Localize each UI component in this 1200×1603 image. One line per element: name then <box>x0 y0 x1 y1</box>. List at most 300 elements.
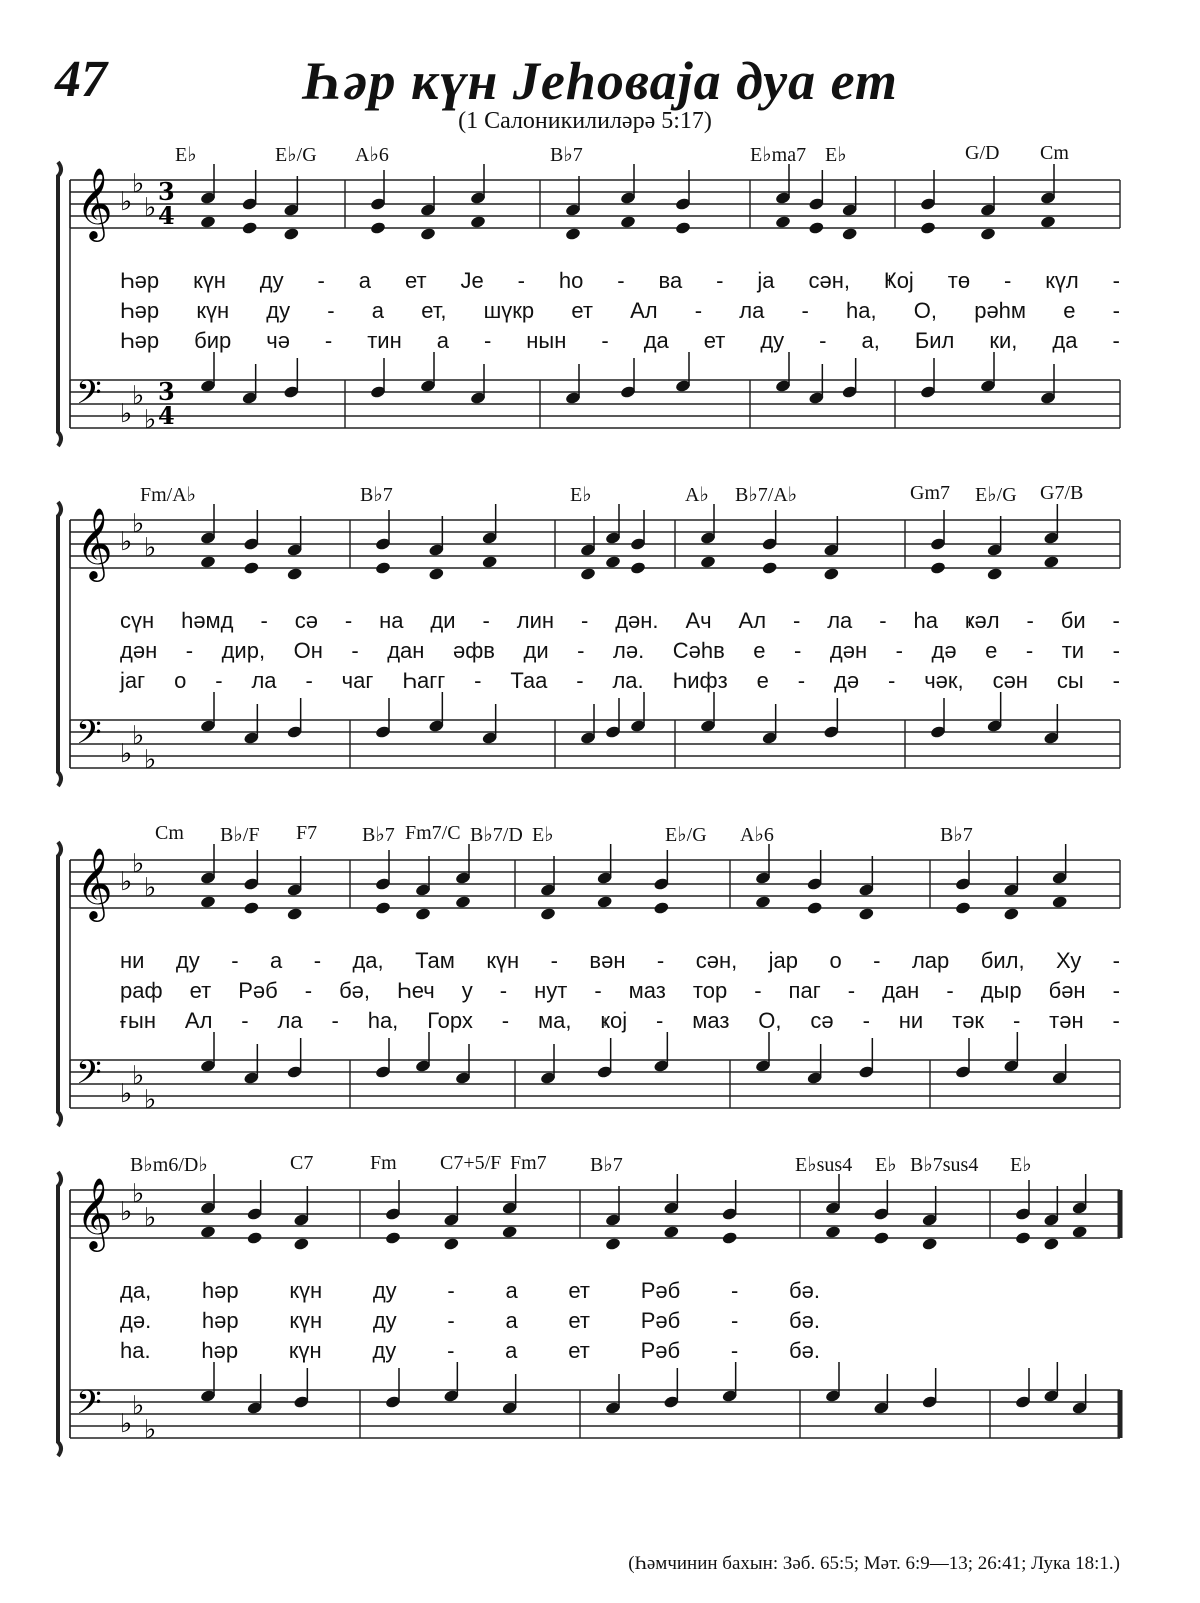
lyric-syllable: дән <box>120 638 158 663</box>
lyric-syllable: сүн <box>120 608 155 633</box>
lyric-syllable: паг <box>788 978 821 1003</box>
lyric-syllable: тәк <box>952 1008 985 1033</box>
lyric-syllable: ет <box>189 978 212 1003</box>
lyric-syllable: лин <box>516 608 555 633</box>
lyric-syllable: ҝәл <box>964 608 1000 633</box>
lyric-syllable: дан <box>387 638 425 663</box>
lyric-syllable: - <box>447 1338 455 1363</box>
lyric-syllable: е <box>1063 298 1076 323</box>
lyric-syllable: ду <box>372 1278 397 1303</box>
lyric-syllable: маз <box>692 1008 730 1033</box>
lyric-syllable: лар <box>911 948 950 973</box>
lyric-syllable: ла. <box>612 668 644 693</box>
lyric-syllable: һа. <box>120 1338 151 1363</box>
lyric-syllable: күн <box>193 268 226 293</box>
note-head <box>1015 1231 1032 1245</box>
chord-symbol: C7 <box>290 1152 314 1174</box>
lyric-syllable: Рәб <box>640 1308 681 1333</box>
bass-clef-icon: 𝄢 <box>76 1054 102 1100</box>
chord-symbol: B♭7/A♭ <box>735 484 798 506</box>
lyric-syllable: Рәб <box>640 1338 681 1363</box>
lyric-syllable: - <box>730 1278 739 1303</box>
lyric-syllable: - <box>655 1008 664 1033</box>
lyric-syllable: у <box>461 978 473 1003</box>
lyric-syllable: Је <box>460 268 484 293</box>
lyric-syllable: - <box>447 1308 455 1333</box>
lyric-syllable: Ач <box>685 608 712 633</box>
lyric-syllable: - <box>754 978 762 1003</box>
chord-symbol: E♭ <box>875 1154 897 1176</box>
lyric-syllable: ет <box>571 298 593 323</box>
lyric-syllable: да <box>1052 328 1078 353</box>
lyric-syllable: - <box>215 668 223 693</box>
lyric-syllable: - <box>873 948 881 973</box>
time-signature-top: 3 <box>158 177 175 206</box>
chord-symbol: Fm7/C <box>405 822 461 844</box>
lyric-syllable: бә, <box>339 978 371 1003</box>
lyric-verse-1 <box>120 1278 820 1308</box>
flat-icon: ♭ <box>132 1391 145 1421</box>
lyric-syllable: күн <box>289 1278 323 1303</box>
lyric-syllable: ла <box>827 608 853 633</box>
lyric-syllable: - <box>331 1008 339 1033</box>
lyric-syllable: чәк, <box>924 668 964 693</box>
lyric-syllable: сән, <box>695 948 738 973</box>
note-head <box>200 1225 217 1239</box>
lyric-syllable: бә. <box>789 1308 820 1333</box>
lyric-syllable: - <box>327 298 335 323</box>
lyric-syllable: а <box>505 1278 518 1303</box>
lyric-syllable: - <box>1112 978 1120 1003</box>
lyric-syllable: - <box>260 608 268 633</box>
chord-symbol: B♭/F <box>220 824 260 846</box>
lyric-syllable: Һәр <box>120 268 160 293</box>
time-signature-bottom: 4 <box>158 201 175 230</box>
lyric-syllable: - <box>895 638 903 663</box>
lyric-syllable: - <box>1112 608 1120 633</box>
lyric-syllable: ғын <box>120 1008 156 1033</box>
lyric-syllable: - <box>1112 1008 1120 1033</box>
note-head <box>1043 1237 1060 1251</box>
chord-symbol: A♭6 <box>740 824 774 846</box>
chord-symbol: G/D <box>965 142 1000 164</box>
lyric-syllable: дир, <box>221 638 266 663</box>
lyric-syllable: бил, <box>980 948 1025 973</box>
lyric-syllable: е <box>985 638 998 663</box>
lyric-syllable: сән, <box>808 268 850 293</box>
lyric-syllable: а <box>436 328 449 353</box>
lyric-syllable: лә. <box>613 638 645 663</box>
flat-icon: ♭ <box>132 1179 145 1209</box>
lyric-syllable: - <box>1112 328 1120 353</box>
lyric-syllable: ет <box>568 1278 591 1303</box>
lyric-syllable: - <box>801 298 809 323</box>
lyric-syllable: ду <box>259 268 284 293</box>
lyric-syllable: ет <box>404 268 427 293</box>
lyric-syllable: - <box>1026 608 1034 633</box>
lyric-syllable: - <box>313 948 322 973</box>
lyric-syllable: - <box>694 298 703 323</box>
lyric-syllable: һәр <box>201 1308 239 1333</box>
chord-symbol: B♭m6/D♭ <box>130 1154 208 1176</box>
flat-icon: ♭ <box>120 527 133 557</box>
lyric-syllable: Сәһв <box>672 638 725 663</box>
lyric-syllable: әфв <box>452 638 495 663</box>
flat-icon: ♭ <box>120 867 133 897</box>
lyric-syllable: бә. <box>788 1338 820 1363</box>
lyric-syllable: - <box>1112 298 1120 323</box>
lyric-syllable: ки, <box>989 328 1018 353</box>
lyric-syllable: би <box>1060 608 1086 633</box>
lyric-syllable: - <box>577 638 585 663</box>
lyric-syllable: Һифз <box>672 668 728 693</box>
lyric-syllable: бир <box>194 328 232 353</box>
lyric-syllable: һа, <box>367 1008 399 1033</box>
lyric-syllable: Рәб <box>640 1278 681 1303</box>
note-head <box>663 1225 680 1239</box>
lyric-syllable: ҝој <box>600 1008 628 1033</box>
lyric-syllable: - <box>1112 948 1120 973</box>
lyric-syllable: - <box>317 268 325 293</box>
lyric-syllable: бән <box>1048 978 1086 1003</box>
lyric-syllable: Ал <box>184 1008 213 1033</box>
lyric-syllable: - <box>1112 668 1120 693</box>
lyric-syllable: ва <box>658 268 683 293</box>
lyric-syllable: ти <box>1061 638 1085 663</box>
lyric-syllable: вән <box>589 948 626 973</box>
lyric-syllable: ет, <box>421 298 447 323</box>
hymn-subtitle: (1 Салоникилиләрә 5:17) <box>458 108 712 134</box>
chord-symbol: E♭ <box>1010 1154 1032 1176</box>
note-head <box>1071 1225 1088 1239</box>
lyric-syllable: - <box>517 268 525 293</box>
lyric-syllable: тө <box>947 268 971 293</box>
lyric-verse-3 <box>120 1338 820 1368</box>
lyric-syllable: һәр <box>201 1338 239 1363</box>
lyric-syllable: маз <box>628 978 666 1003</box>
chord-symbol: G7/B <box>1040 482 1084 504</box>
lyric-syllable: - <box>576 668 584 693</box>
lyric-syllable: Там <box>415 948 455 973</box>
lyric-syllable: - <box>1112 268 1120 293</box>
lyric-syllable: Бил <box>914 328 955 353</box>
lyric-syllable: сы <box>1056 668 1084 693</box>
lyric-syllable: - <box>794 638 802 663</box>
flat-icon: ♭ <box>132 849 145 879</box>
lyric-syllable: а <box>505 1338 518 1363</box>
chord-symbol: Fm/A♭ <box>140 484 197 506</box>
lyric-syllable: - <box>474 668 482 693</box>
lyric-syllable: - <box>550 948 558 973</box>
lyric-syllable: тин <box>367 328 402 353</box>
flat-icon: ♭ <box>120 187 133 217</box>
lyric-syllable: тор <box>692 978 728 1003</box>
flat-icon: ♭ <box>144 1085 157 1115</box>
flat-icon: ♭ <box>132 509 145 539</box>
lyric-syllable: ет <box>568 1338 590 1363</box>
lyric-syllable: О, <box>913 298 938 323</box>
lyric-syllable: һәр <box>201 1278 239 1303</box>
lyric-syllable: Он <box>293 638 323 663</box>
lyric-syllable: һәмд <box>181 608 234 633</box>
lyric-syllable: Ху <box>1056 948 1082 973</box>
lyric-syllable: чаг <box>341 668 374 693</box>
chord-symbol: E♭ <box>175 144 197 166</box>
flat-icon: ♭ <box>120 739 133 769</box>
lyric-syllable: - <box>1025 638 1034 663</box>
chord-symbol: B♭7/D <box>470 824 523 846</box>
lyric-syllable: ма, <box>537 1008 572 1033</box>
bass-clef-icon: 𝄢 <box>76 714 102 760</box>
note-head <box>921 1237 938 1251</box>
lyric-syllable: ду <box>760 328 785 353</box>
lyric-syllable: е <box>756 668 769 693</box>
lyric-syllable: дә <box>931 638 957 663</box>
note-head <box>605 1237 622 1251</box>
lyric-syllable: бә. <box>789 1278 820 1303</box>
lyric-syllable: - <box>580 608 589 633</box>
chord-symbol: E♭ma7 <box>750 144 807 166</box>
chord-symbol: B♭7 <box>362 824 395 846</box>
lyric-syllable: ет <box>703 328 726 353</box>
lyric-syllable: ду <box>175 948 200 973</box>
flat-icon: ♭ <box>120 1197 133 1227</box>
lyric-syllable: Һәр <box>120 298 160 323</box>
chord-symbol: E♭ <box>532 824 554 846</box>
lyric-syllable: ла <box>251 668 277 693</box>
lyric-syllable: дән <box>829 638 868 663</box>
flat-icon: ♭ <box>144 873 157 903</box>
lyric-syllable: да, <box>120 1278 152 1303</box>
lyric-syllable: раф <box>120 978 163 1003</box>
lyric-syllable: - <box>887 668 896 693</box>
lyric-syllable: һо <box>558 268 584 293</box>
chord-symbol: A♭ <box>685 484 709 506</box>
lyric-syllable: ни <box>120 948 145 973</box>
lyric-syllable: ду <box>372 1338 397 1363</box>
lyric-syllable: рәһм <box>974 298 1027 323</box>
flat-icon: ♭ <box>144 1415 157 1445</box>
lyric-syllable: чә <box>266 328 290 353</box>
lyric-syllable: а <box>505 1308 518 1333</box>
lyric-syllable: - <box>344 608 353 633</box>
lyric-syllable: О, <box>758 1008 782 1033</box>
lyric-syllable: дә <box>834 668 860 693</box>
lyric-syllable: - <box>447 1278 455 1303</box>
lyric-syllable: ду <box>266 298 291 323</box>
bass-clef-icon: 𝄢 <box>76 1384 102 1430</box>
lyric-syllable: ни <box>898 1008 924 1033</box>
note-head <box>246 1231 263 1245</box>
flat-icon: ♭ <box>144 533 157 563</box>
treble-clef-icon: 𝄞 <box>76 506 113 579</box>
lyric-syllable: күн <box>289 1308 323 1333</box>
lyric-syllable: - <box>730 1308 739 1333</box>
lyric-syllable: Ҝој <box>883 268 914 293</box>
bass-clef-icon: 𝄢 <box>76 374 102 420</box>
lyric-syllable: нын <box>526 328 567 353</box>
lyric-syllable: һа, <box>846 298 877 323</box>
note-head <box>385 1231 402 1245</box>
lyric-syllable: на <box>379 608 404 633</box>
chord-symbol: B♭7 <box>360 484 393 506</box>
lyric-syllable: - <box>617 268 625 293</box>
chord-symbol: Cm <box>1040 142 1069 164</box>
lyric-syllable: - <box>241 1008 249 1033</box>
chord-symbol: C7+5/F <box>440 1152 502 1174</box>
lyric-syllable: ла <box>277 1008 303 1033</box>
lyric-syllable: - <box>946 978 954 1003</box>
flat-icon: ♭ <box>132 169 145 199</box>
lyric-syllable: - <box>716 268 724 293</box>
chord-symbol: F7 <box>296 822 318 844</box>
lyric-syllable: - <box>185 638 194 663</box>
lyric-syllable: - <box>1003 268 1012 293</box>
lyric-syllable: - <box>305 668 313 693</box>
lyric-syllable: - <box>499 978 508 1003</box>
chord-symbol: Fm7 <box>510 1152 547 1174</box>
lyric-syllable: - <box>862 1008 870 1033</box>
flat-icon: ♭ <box>120 399 133 429</box>
note-head <box>293 1237 310 1251</box>
lyric-syllable: Ал <box>738 608 767 633</box>
lyric-syllable: е <box>753 638 766 663</box>
lyric-syllable: шүкр <box>483 298 535 323</box>
chord-symbol: E♭/G <box>975 484 1017 506</box>
lyric-syllable: а <box>371 298 385 323</box>
lyric-verse-2 <box>120 1308 820 1338</box>
bass-staff <box>70 1384 1120 1445</box>
lyric-syllable: ја <box>757 268 775 293</box>
treble-clef-icon: 𝄞 <box>76 1176 113 1249</box>
chord-symbol: A♭6 <box>355 144 389 166</box>
lyric-syllable: Таа <box>510 668 548 693</box>
lyric-syllable: - <box>847 978 856 1003</box>
lyric-syllable: Ал <box>630 298 658 323</box>
lyric-syllable: - <box>797 668 806 693</box>
note-head <box>825 1225 842 1239</box>
flat-icon: ♭ <box>144 405 157 435</box>
lyric-syllable: - <box>231 948 239 973</box>
lyric-syllable: ду <box>372 1308 397 1333</box>
lyric-syllable: да, <box>352 948 384 973</box>
lyric-syllable: да <box>643 328 669 353</box>
note-head <box>501 1225 518 1239</box>
chord-symbol: B♭7 <box>940 824 973 846</box>
lyric-syllable: - <box>1012 1008 1021 1033</box>
lyric-syllable: о <box>829 948 842 973</box>
chord-symbol: E♭/G <box>275 144 317 166</box>
lyric-syllable: күн <box>486 948 520 973</box>
lyric-syllable: ди <box>430 608 456 633</box>
lyric-syllable: һа <box>913 608 938 633</box>
hymn-title: Һәр күн Јеһоваја дуа ет <box>302 51 898 111</box>
treble-clef-icon: 𝄞 <box>76 846 113 919</box>
time-signature-bottom: 4 <box>158 401 175 430</box>
lyric-syllable: дыр <box>980 978 1022 1003</box>
lyric-syllable: - <box>594 978 602 1003</box>
chord-symbol: Fm <box>370 1152 397 1174</box>
lyric-syllable: тән <box>1049 1008 1084 1033</box>
lyric-syllable: а <box>269 948 283 973</box>
lyric-syllable: јар <box>768 948 799 973</box>
time-signature-top: 3 <box>158 377 175 406</box>
system-bracket <box>58 1172 61 1456</box>
chord-symbol: B♭7 <box>590 1154 623 1176</box>
lyric-syllable: - <box>656 948 665 973</box>
chord-symbol: B♭7 <box>550 144 583 166</box>
note-head <box>443 1237 460 1251</box>
chord-symbol: Gm7 <box>910 482 950 504</box>
lyric-syllable: күн <box>288 1338 322 1363</box>
lyric-syllable: сән <box>992 668 1028 693</box>
flat-icon: ♭ <box>132 1061 145 1091</box>
chord-symbol: E♭ <box>825 144 847 166</box>
lyric-syllable: Һеч <box>397 978 435 1003</box>
lyric-syllable: - <box>819 328 827 353</box>
treble-staff <box>70 1176 1120 1252</box>
lyric-syllable: о <box>174 668 187 693</box>
lyric-syllable: - <box>324 328 333 353</box>
lyric-syllable: - <box>792 608 801 633</box>
lyric-syllable: сә <box>810 1008 834 1033</box>
hymn-number: 47 <box>55 51 107 108</box>
chord-symbol: E♭/G <box>665 824 707 846</box>
flat-icon: ♭ <box>120 1079 133 1109</box>
lyric-syllable: - <box>601 328 609 353</box>
treble-clef-icon: 𝄞 <box>76 166 113 239</box>
lyric-syllable: - <box>501 1008 510 1033</box>
lyric-syllable: - <box>1112 638 1120 663</box>
lyric-syllable: а <box>358 268 372 293</box>
lyric-syllable: дән. <box>615 608 659 633</box>
lyric-syllable: - <box>482 608 490 633</box>
flat-icon: ♭ <box>132 381 145 411</box>
chord-symbol: Cm <box>155 822 184 844</box>
lyric-syllable: - <box>730 1338 739 1363</box>
flat-icon: ♭ <box>144 1203 157 1233</box>
note-head <box>873 1231 890 1245</box>
flat-icon: ♭ <box>144 193 157 223</box>
lyric-syllable: ла <box>739 298 765 323</box>
lyric-syllable: - <box>483 328 492 353</box>
lyric-syllable: Һагг <box>402 668 446 693</box>
note-head <box>721 1231 738 1245</box>
lyric-syllable: а, <box>861 328 880 353</box>
lyric-syllable: күл <box>1045 268 1079 293</box>
lyric-syllable: - <box>304 978 313 1003</box>
lyric-syllable: күн <box>196 298 230 323</box>
lyric-syllable: - <box>879 608 887 633</box>
flat-icon: ♭ <box>120 1409 133 1439</box>
chord-symbol: E♭ <box>570 484 592 506</box>
lyric-syllable: - <box>351 638 359 663</box>
lyric-syllable: дә. <box>120 1308 152 1333</box>
footer-references: (Һәмчинин бахын: Зәб. 65:5; Мәт. 6:9—13; 26:41; Лука 18:1.) <box>628 1553 1120 1574</box>
flat-icon: ♭ <box>132 721 145 751</box>
lyric-syllable: јаг <box>120 668 146 693</box>
lyric-syllable: Рәб <box>238 978 278 1003</box>
lyric-syllable: нут <box>534 978 568 1003</box>
lyric-syllable: ет <box>568 1308 591 1333</box>
lyric-syllable: Горх <box>427 1008 473 1033</box>
chord-symbol: E♭sus4 <box>795 1154 853 1176</box>
chord-symbol: B♭7sus4 <box>910 1154 979 1176</box>
lyric-syllable: сә <box>294 608 318 633</box>
lyric-syllable: Һәр <box>120 328 160 353</box>
flat-icon: ♭ <box>144 745 157 775</box>
lyric-syllable: ди <box>523 638 549 663</box>
